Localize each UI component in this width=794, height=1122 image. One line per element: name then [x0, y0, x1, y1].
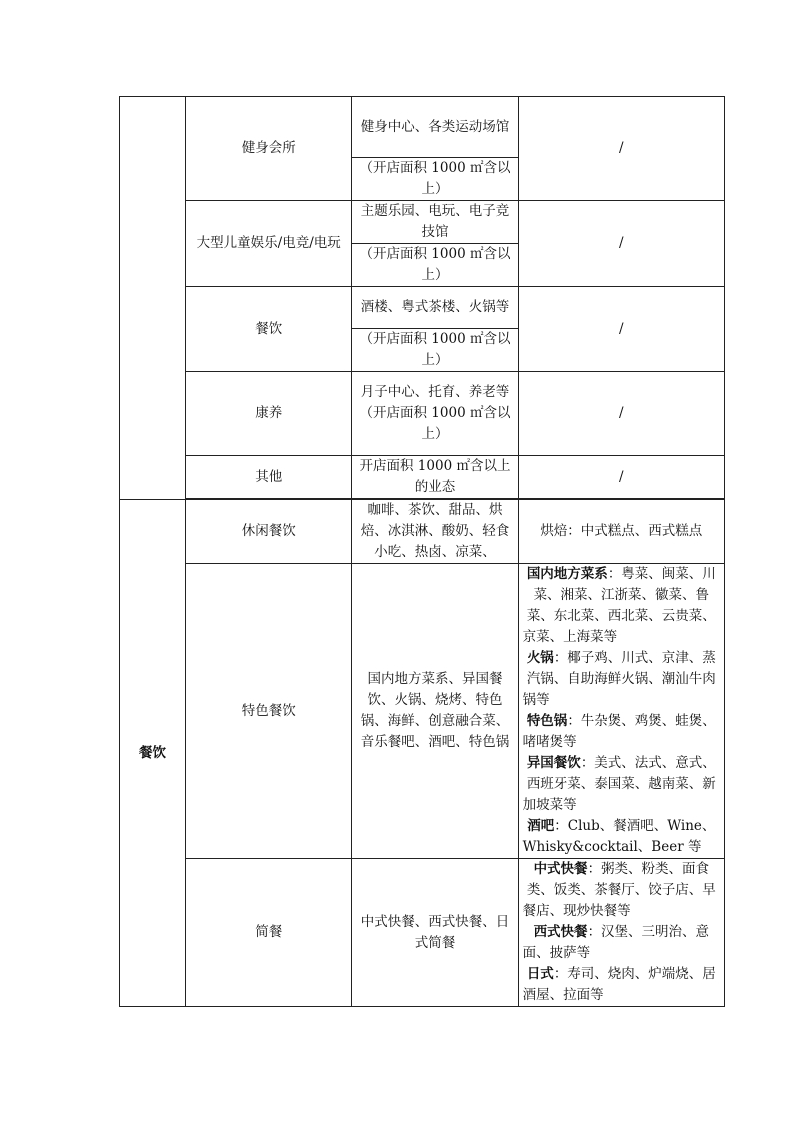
description-cell: 咖啡、茶饮、甜品、烘焙、冰淇淋、酸奶、轻食小吃、热卤、凉菜、 [352, 500, 518, 564]
detail-paragraph: 异国餐饮：美式、法式、意式、西班牙菜、泰国菜、越南菜、新加坡菜等 [522, 755, 716, 813]
type-cell: 其他 [186, 456, 352, 499]
type-cell: 健身会所 [186, 97, 352, 201]
detail-cell: 烘焙：中式糕点、西式糕点 [518, 500, 724, 564]
table-row [120, 564, 725, 859]
description-cell: 主题乐园、电玩、电子竞技馆 [352, 201, 518, 244]
type-cell: 大型儿童娱乐/电竞/电玩 [186, 201, 352, 287]
table-row [120, 372, 725, 456]
description-cell: 中式快餐、西式快餐、日式简餐 [352, 859, 518, 1007]
area-requirement-cell: （开店面积 1000 ㎡含以上） [352, 158, 518, 201]
type-cell: 休闲餐饮 [186, 500, 352, 564]
detail-cell [518, 564, 724, 859]
type-cell: 简餐 [186, 859, 352, 1007]
detail-cell: / [518, 372, 724, 456]
detail-cell: / [518, 97, 724, 201]
table-row [120, 97, 725, 158]
detail-cell: / [518, 456, 724, 499]
description-cell: 开店面积 1000 ㎡含以上的业态 [352, 456, 518, 499]
detail-paragraph: 中式快餐：粥类、粉类、面食类、饭类、茶餐厅、饺子店、早餐店、现炒快餐等 [522, 861, 716, 919]
description-cell: 月子中心、托育、养老等 （开店面积 1000 ㎡含以上） [352, 372, 518, 456]
detail-cell [518, 859, 724, 1007]
category-cell: 餐饮 [120, 500, 186, 1007]
table-row [120, 859, 725, 1007]
description-cell: 国内地方菜系、异国餐饮、火锅、烧烤、特色锅、海鲜、创意融合菜、音乐餐吧、酒吧、特色锅 [352, 564, 518, 859]
table-row [120, 456, 725, 499]
table-row [120, 500, 725, 564]
business-category-table [119, 96, 725, 1007]
detail-paragraph: 西式快餐：汉堡、三明治、意面、披萨等 [522, 924, 710, 961]
table-row [120, 201, 725, 244]
description-cell: 健身中心、各类运动场馆 [352, 97, 518, 158]
type-cell: 特色餐饮 [186, 564, 352, 859]
category-cell-empty [120, 97, 186, 500]
type-cell: 康养 [186, 372, 352, 456]
detail-paragraph: 特色锅：牛杂煲、鸡煲、蛙煲、啫啫煲等 [522, 713, 716, 750]
area-requirement-cell: （开店面积 1000 ㎡含以上） [352, 244, 518, 287]
detail-paragraph: 酒吧：Club、餐酒吧、Wine、Whisky&cocktail、Beer 等 [522, 818, 716, 855]
detail-paragraph: 国内地方菜系：粤菜、闽菜、川菜、湘菜、江浙菜、徽菜、鲁菜、东北菜、西北菜、云贵菜、京菜、上海菜等 [522, 566, 716, 645]
detail-cell: / [518, 201, 724, 287]
detail-paragraph: 日式：寿司、烧肉、炉端烧、居酒屋、拉面等 [522, 966, 716, 1003]
table-row [120, 287, 725, 329]
description-cell: 酒楼、粤式茶楼、火锅等 [352, 287, 518, 329]
type-cell: 餐饮 [186, 287, 352, 372]
area-requirement-cell: （开店面积 1000 ㎡含以上） [352, 329, 518, 372]
detail-paragraph: 火锅：椰子鸡、川式、京津、蒸汽锅、自助海鲜火锅、潮汕牛肉锅等 [522, 650, 716, 708]
detail-cell: / [518, 287, 724, 372]
